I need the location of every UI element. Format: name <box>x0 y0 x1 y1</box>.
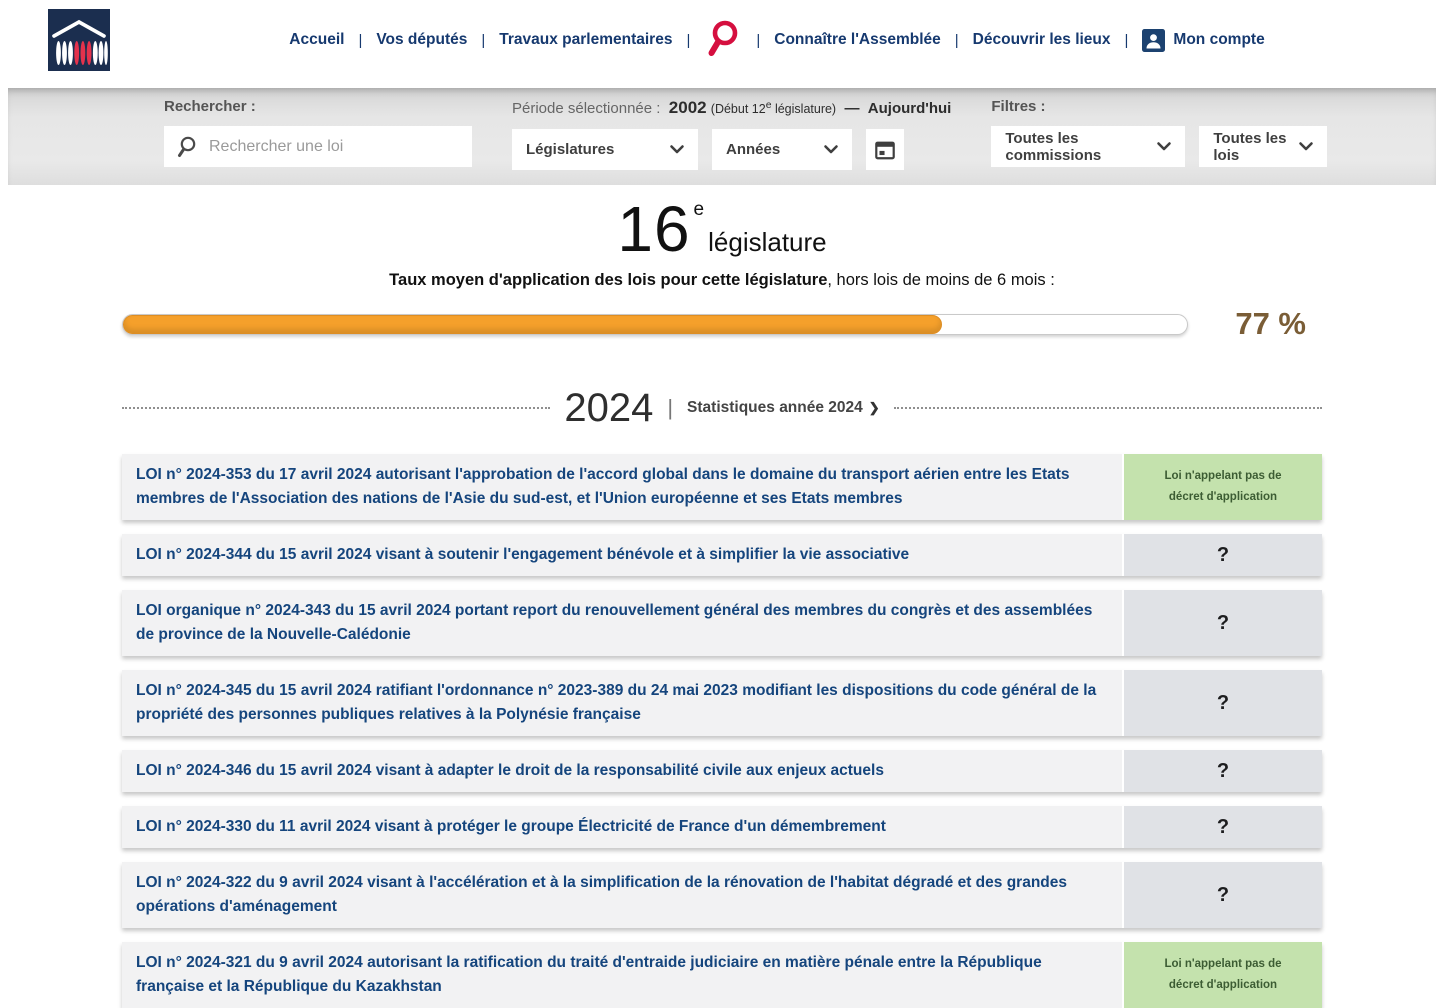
nav-separator: | <box>358 31 363 49</box>
calendar-button[interactable] <box>866 129 904 170</box>
year-separator: | <box>667 395 674 420</box>
dotted-divider <box>122 407 550 409</box>
law-status-badge: ? <box>1122 670 1322 736</box>
law-status-badge: ? <box>1122 862 1322 928</box>
progress-track <box>122 314 1188 335</box>
commissions-dropdown-label: Toutes les commissions <box>1005 129 1102 164</box>
legislature-word: législature <box>708 227 827 257</box>
law-status-badge: ? <box>1122 806 1322 848</box>
account-label: Mon compte <box>1173 31 1265 48</box>
application-rate-subtitle: Taux moyen d'application des lois pour cette législature, hors lois de moins de 6 mois : <box>389 271 1055 289</box>
law-title[interactable]: LOI n° 2024-321 du 9 avril 2024 autorisant la ratification du traité d'entraide judiciaire en matière pénale entre la République française et la République du Kazakhstan <box>122 942 1122 1008</box>
period-start-year: 2002 <box>668 98 707 117</box>
law-row[interactable] <box>122 534 1322 576</box>
commissions-dropdown[interactable] <box>991 126 1185 167</box>
nav-item-travaux-parlementaires[interactable]: Travaux parlementaires <box>499 31 673 48</box>
nav-item-decouvrir-les-lieux[interactable]: Découvrir les lieux <box>972 31 1111 48</box>
legislature-title <box>122 193 1322 265</box>
law-status-badge: ? <box>1122 750 1322 792</box>
law-list <box>122 454 1322 1008</box>
assemblee-logo-icon <box>48 9 110 71</box>
law-row[interactable] <box>122 670 1322 736</box>
chevron-right-icon: ❯ <box>868 400 880 415</box>
nav-separator: | <box>481 31 486 49</box>
legislature-hero <box>122 193 1322 342</box>
progress-percent-label: 77 % <box>1235 306 1306 341</box>
legislature-number: 16 <box>617 193 691 265</box>
legislature-ordinal: e <box>693 199 705 220</box>
search-icon <box>706 18 740 62</box>
period-label-text: Période sélectionnée : <box>512 100 661 117</box>
law-title[interactable]: LOI organique n° 2024-343 du 15 avril 2024 portant report du renouvellement général des membres du congrès et des assemblées de province de la Nouvelle-Calédonie <box>122 590 1122 656</box>
law-title[interactable]: LOI n° 2024-330 du 11 avril 2024 visant à protéger le groupe Électricité de France d'un démembrement <box>122 806 1122 848</box>
annees-dropdown-label: Années <box>726 141 781 158</box>
law-row[interactable] <box>122 862 1322 928</box>
law-title[interactable]: LOI n° 2024-322 du 9 avril 2024 visant à l'accélération et à la simplification de la rénovation de l'habitat dégradé et des grandes opérations d'aménagement <box>122 862 1122 928</box>
filtres-label: Filtres : <box>991 98 1046 115</box>
law-status-badge: Loi n'appelant pas de décret d'application <box>1122 454 1322 520</box>
year-stats-link[interactable] <box>687 399 880 417</box>
lois-dropdown[interactable] <box>1199 126 1327 167</box>
law-row[interactable] <box>122 590 1322 656</box>
search-icon <box>176 135 197 159</box>
year-section-header <box>122 388 1322 428</box>
period-selected-label: Période sélectionnée : 2002 (Début 12e législature) — Aujourd'hui <box>512 98 952 117</box>
assemblee-nationale-logo[interactable] <box>48 9 110 71</box>
law-search-box <box>164 126 472 167</box>
account-menu[interactable] <box>1142 29 1264 52</box>
law-status-badge: Loi n'appelant pas de décret d'application <box>1122 942 1322 1008</box>
annees-dropdown[interactable] <box>712 129 852 170</box>
nav-search-button[interactable] <box>704 15 742 65</box>
user-icon <box>1142 29 1165 52</box>
calendar-icon <box>874 139 896 161</box>
chevron-down-icon <box>670 145 684 154</box>
legislatures-dropdown[interactable] <box>512 129 698 170</box>
search-input[interactable] <box>209 138 460 156</box>
search-label: Rechercher : <box>164 98 256 115</box>
legislatures-dropdown-label: Législatures <box>526 141 615 158</box>
nav-separator: | <box>756 31 761 49</box>
main-navigation <box>110 0 1444 80</box>
nav-separator: | <box>1124 31 1129 49</box>
chevron-down-icon <box>1299 142 1313 151</box>
law-title[interactable]: LOI n° 2024-345 du 15 avril 2024 ratifiant l'ordonnance n° 2023-389 du 24 mai 2023 modifiant les dispositions du code général de la propriété des personnes publiques relatives à la Polynésie française <box>122 670 1122 736</box>
law-title[interactable]: LOI n° 2024-344 du 15 avril 2024 visant à soutenir l'engagement bénévole et à simplifier la vie associative <box>122 534 1122 576</box>
law-title[interactable]: LOI n° 2024-346 du 15 avril 2024 visant à adapter le droit de la responsabilité civile aux enjeux actuels <box>122 750 1122 792</box>
nav-item-connaitre-assemblee[interactable]: Connaître l'Assemblée <box>774 31 941 48</box>
nav-separator: | <box>686 31 691 49</box>
nav-item-vos-deputes[interactable]: Vos députés <box>376 31 468 48</box>
year-heading: 2024 <box>564 386 654 430</box>
law-title[interactable]: LOI n° 2024-353 du 17 avril 2024 autorisant l'approbation de l'accord global dans le domaine du transport aérien entre les Etats membres de l'Association des nations de l'Asie du sud-est, et l'Union européenne et ses Etats membres <box>122 454 1122 520</box>
application-rate-progress <box>122 306 1322 342</box>
dotted-divider <box>894 407 1322 409</box>
filter-bar <box>8 88 1436 185</box>
law-row[interactable] <box>122 454 1322 520</box>
chevron-down-icon <box>824 145 838 154</box>
nav-item-accueil[interactable]: Accueil <box>289 31 345 48</box>
period-end: Aujourd'hui <box>867 100 952 117</box>
law-status-badge: ? <box>1122 590 1322 656</box>
year-stats-link-label: Statistiques année 2024 <box>687 399 863 416</box>
chevron-down-icon <box>1157 142 1171 151</box>
law-row[interactable] <box>122 942 1322 1008</box>
law-status-badge: ? <box>1122 534 1322 576</box>
lois-dropdown-label: Toutes les lois <box>1213 129 1287 164</box>
law-row[interactable] <box>122 750 1322 792</box>
nav-separator: | <box>954 31 959 49</box>
top-header <box>0 0 1444 88</box>
law-row[interactable] <box>122 806 1322 848</box>
progress-fill <box>123 315 942 334</box>
